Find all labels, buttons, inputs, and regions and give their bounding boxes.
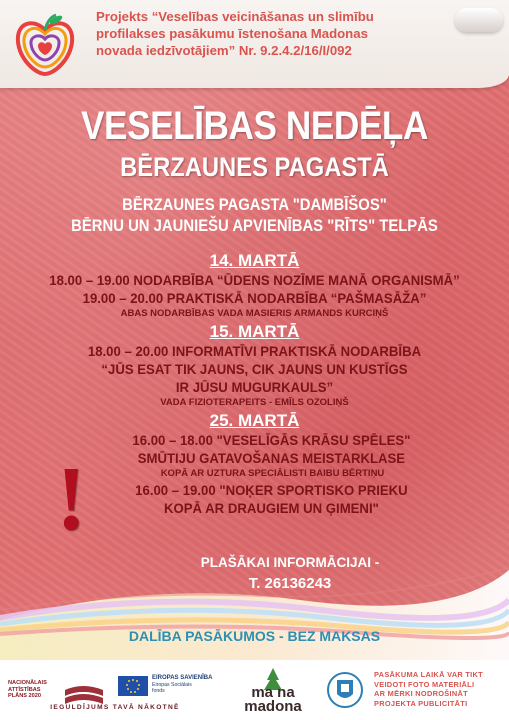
event-spine-line2: “JŪS ESAT TIK JAUNS, CIK JAUNS UN KUSTĪGS [101, 361, 408, 377]
event-spine-line3: IR JŪSU MUGURKAULS” [175, 379, 334, 395]
nap-line-2: ATTĪSTĪBAS [8, 686, 41, 693]
footer-logos [0, 660, 509, 720]
event-self-massage: 19.00 – 20.00 PRAKTISKĀ NODARBĪBA “PAŠMASĀŽA” [82, 290, 427, 306]
photo-disclaimer: PASĀKUMA LAIKĀ VAR TIKT VEIDOTI FOTO MATERIĀLI AR MĒRKI NODROŠINĀT PROJEKTA PUBLICITĀTI [374, 670, 483, 708]
instructor-note-3: KOPĀ AR UZTURA SPECIĀLISTI BAIBU BĒRTIŅU [160, 468, 385, 479]
header-banner [0, 0, 509, 88]
event-subtitle: BĒRZAUNES PAGASTĀ [120, 152, 389, 182]
exclamation-mark: ! [56, 447, 87, 549]
info-label: PLAŠĀKAI INFORMĀCIJAI - [200, 555, 380, 570]
event-smoothie-line1: 16.00 – 18.00 "VESELĪGĀS KRĀSU SPĒLES" [132, 432, 411, 448]
phone-number: T. 26136243 [248, 575, 332, 592]
investment-slogan: IEGULDĪJUMS TAVĀ NĀKOTNĒ [50, 704, 180, 711]
date-march-14: 14. MARTĀ [209, 251, 300, 270]
eu-flag-icon [118, 676, 148, 696]
event-smoothie-line2: SMŪTIJU GATAVOŠANAS MEISTARKLASE [137, 450, 406, 466]
event-title: VESELĪBAS NEDĒĻA [81, 104, 428, 148]
event-spine-line1: 18.00 – 20.00 INFORMATĪVI PRAKTISKĀ NODARBĪBA [87, 343, 422, 359]
nap-line-3: PLĀNS 2020 [8, 693, 41, 699]
apple-heart-logo [14, 12, 76, 78]
event-water: 18.00 – 19.00 NODARBĪBA “ŪDENS NOZĪME MANĀ ORGANISMĀ” [49, 272, 460, 288]
eu-label [152, 674, 222, 694]
project-description: Projekts “Veselības veicināšanas un slimību profilakses pasākumu īstenošana Madonas novada iedzīvotājiem” Nr. 9.2.4.2/16/I/092 [96, 9, 374, 58]
madona-logo-text: ma na madona [244, 684, 302, 715]
event-sport-line2: KOPĀ AR DRAUGIEM UN ĢIMENI" [163, 500, 379, 516]
instructor-note-2: VADA FIZIOTERAPEITS - EMĪLS OZOLIŅŠ [160, 397, 349, 408]
free-participation-text: DALĪBA PASĀKUMOS - BEZ MAKSAS [128, 628, 381, 644]
venue-text: BĒRZAUNES PAGASTA "DAMBĪŠOS" BĒRNU UN JAUNIEŠU APVIENĪBAS "RĪTS" TELPĀS [71, 196, 438, 235]
eu-fund: Eiropas Sociālais fonds [152, 682, 192, 694]
instructor-note-1: ABAS NODARBĪBAS VADA MASIERIS ARMANDS KURCIŅŠ [120, 308, 389, 319]
event-sport-line1: 16.00 – 19.00 "NOĶER SPORTISKO PRIEKU [135, 482, 408, 498]
date-march-25: 25. MARTĀ [209, 411, 300, 430]
contact-info [200, 552, 380, 594]
nap2020-logo [8, 680, 58, 700]
madona-coat-of-arms-icon [326, 668, 364, 712]
nap-line-1: NACIONĀLAIS [8, 680, 47, 686]
eu-title: EIROPAS SAVIENĪBA [152, 675, 213, 681]
latvia-flag-icon [63, 680, 105, 706]
date-march-15: 15. MARTĀ [209, 322, 300, 341]
paper-curl-decoration [455, 8, 503, 32]
